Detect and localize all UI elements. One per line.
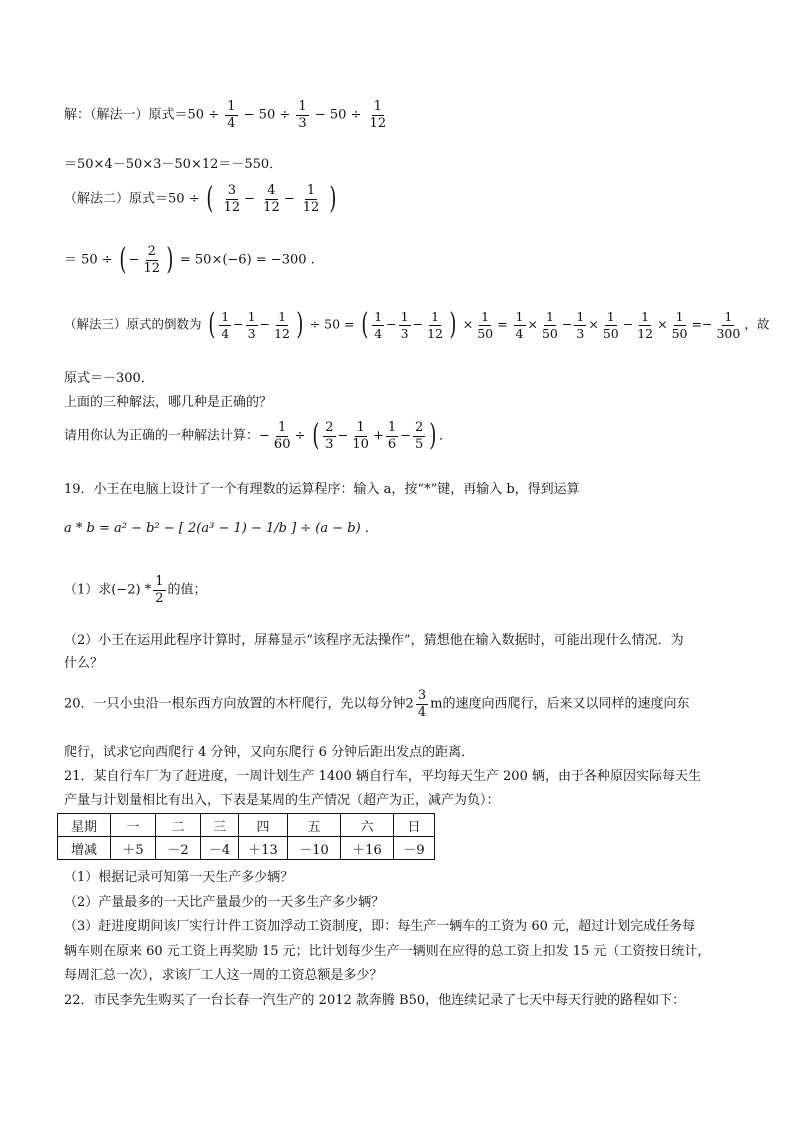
fraction-1-4: $\frac{1}{4}$ [227, 99, 236, 131]
q19-part2-line1: （2）小王在运用此程序计算时，屏幕显示“该程序无法操作”，猜想他在输入数据时，可能出现什么情况．为 [64, 633, 684, 648]
q18-calc: 请用你认为正确的一种解法计算：− $\frac{1}{60}$ ÷ ( $\frac{2}{3}$ − $\frac{1}{10}$ + $\frac{1}{6}$ − $\frac{2}{5}$ ) ． [64, 418, 453, 454]
method1-result: ＝50×4－50×3－50×12＝－550． [64, 157, 283, 172]
q21-sub1: （1）根据记录可知第一天生产多少辆？ [64, 870, 294, 885]
fraction-1-12: $\frac{1}{12}$ [369, 99, 387, 131]
method3-label: （解法三）原式的倒数为 [64, 316, 202, 332]
method1-line: 解：（解法一）原式＝50 ÷ $\frac{1}{4}$ − 50 ÷ $\frac{1}{3}$ − 50 ÷ $\frac{1}{12}$ [64, 99, 387, 131]
fraction-3-12: $\frac{3}{12}$ [223, 183, 241, 215]
fraction-2-12: $\frac{2}{12}$ [143, 244, 161, 276]
q19-line1: 19．小王在电脑上设计了一个有理数的运算程序：输入 a，按“*”键，再输入 b，得到运算 [64, 482, 580, 497]
method1-label: 解：（解法一）原式＝ [64, 107, 188, 123]
q21-sub3-line2: 辆车则在原来 60 元工资上再奖励 15 元；比计划每少生产一辆则在应得的总工资上扣发 15 元（工资按日统计， [64, 944, 711, 959]
method2-line: （解法二）原式＝50 ÷ ( $\frac{3}{12}$ − $\frac{4}{12}$ − $\frac{1}{12}$ ) [64, 181, 337, 217]
table-row: 星期 一 二 三 四 五 六 日 [58, 814, 435, 837]
q21-sub3-line1: （3）赶进度期间该厂实行计件工资加浮动工资制度，即：每生产一辆车的工资为 60 元，超过计划完成任务每 [64, 919, 696, 934]
method2-label: （解法二）原式＝ [64, 191, 169, 207]
q20-line1: 20．一只小虫沿一根东西方向放置的木杆爬行，先以每分钟2 $\frac{3}{4}$ m的速度向西爬行，后来又以同样的速度向东 [64, 688, 690, 720]
table-row: 增减 ＋5 －2 －4 ＋13 －10 ＋16 －9 [58, 837, 435, 860]
q19-part1: （1）求(−2) * $\frac{1}{2}$ 的值； [64, 574, 207, 606]
fraction-1-12b: $\frac{1}{12}$ [302, 183, 320, 215]
q20-line2: 爬行，试求它向西爬行 4 分钟，又向东爬行 6 分钟后距出发点的距离． [64, 745, 475, 760]
q21-sub3-line3: 每周汇总一次），求该厂工人这一周的工资总额是多少？ [64, 968, 383, 983]
production-table [57, 813, 435, 860]
mixed-fraction: $\frac{3}{4}$ [417, 688, 427, 720]
q18-question: 上面的三种解法，哪几种是正确的？ [64, 395, 273, 410]
q21-line1: 21．某自行车厂为了赶进度，一周计划生产 1400 辆自行车，平均每天生产 200 辆，由于各种原因实际每天生 [64, 769, 701, 784]
method2-result: ＝ 50 ÷ ( − $\frac{2}{12}$ ) = 50×(−6) = −300 . [64, 242, 315, 278]
q21-line2: 产量与计划量相比有出入，下表是某周的生产情况（超产为正，减产为负）： [64, 793, 500, 808]
fraction-1-3: $\frac{1}{3}$ [298, 99, 307, 131]
q22-line1: 22．市民李先生购买了一台长春一汽生产的 2012 款奔腾 B50，他连续记录了七天中每天行驶的路程如下： [64, 993, 686, 1008]
method3-line: （解法三）原式的倒数为 ( $\frac{1}{4}$ − $\frac{1}{3}$ − $\frac{1}{12}$ ) ÷ 50 = ( $\frac{1}{4}$ − $\frac{1}{3}$ − $\frac{1}{12}$ ) × $\frac{1}{50}$ = $\frac{1}{4}$ × $\frac{1}{50}$ − $\frac{1}{3}$ × $\frac{1}{50}$ − $\frac{1}{12}$ × $\frac{1}{50}$ =− $\frac{1}{300}$ ，故 [64, 307, 770, 342]
fraction-4-12: $\frac{4}{12}$ [263, 183, 280, 215]
q19-formula: a * b = a² − b² − [ 2(a³ − 1) − 1/b ] ÷ (a − b) . [64, 521, 369, 536]
method3-result: 原式＝－300． [64, 371, 154, 386]
q21-sub2: （2）产量最多的一天比产量最少的一天多生产多少辆？ [64, 895, 385, 910]
q19-part2-line2: 什么？ [64, 656, 104, 671]
